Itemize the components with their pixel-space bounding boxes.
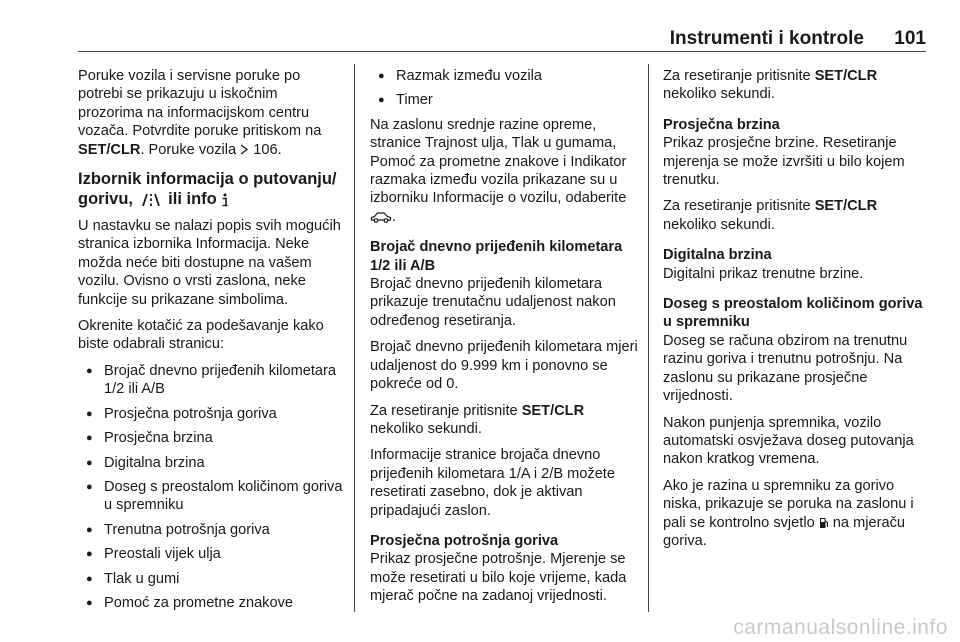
- list-intro-paragraph: U nastavku se nalazi popis svih mogućih stranica izbornika Informacija. Neke možda neće biti dostupne na vašem vozilu. Ovisno o vrsti zaslona, neke funkcije su prikazane simbolima.: [78, 218, 341, 308]
- heading-line-2: gorivu,: [78, 190, 138, 209]
- reset-paragraph: [663, 197, 931, 234]
- reset-paragraph: [370, 402, 638, 439]
- reset-paragraph: [663, 67, 931, 104]
- page-list-continued: [370, 67, 638, 110]
- list-item: ● Tlak u gumi: [78, 570, 344, 588]
- info-icon: [221, 193, 229, 207]
- page-header: [78, 28, 926, 50]
- trip-road-icon: [138, 193, 164, 207]
- reset-text-2: nekoliko sekundi.: [370, 420, 482, 437]
- low-fuel-paragraph: [663, 477, 931, 551]
- section-heading: [78, 169, 344, 209]
- avg-consumption-heading: Prosječna potrošnja goriva: [370, 532, 559, 549]
- intro-text-2: . Poruke vozila: [140, 141, 241, 158]
- fuel-pump-icon: [819, 517, 829, 529]
- refuel-paragraph: Nakon punjenja spremnika, vozilo automatski osvježava doseg putovanja nakon kratkog vremena.: [663, 414, 914, 468]
- set-clr-label: SET/CLR: [78, 141, 141, 158]
- digital-speed-paragraph: Digitalni prikaz trenutne brzine.: [663, 265, 864, 282]
- vehicle-info-paragraph: Na zaslonu srednje razine opreme, stranice Trajnost ulja, Tlak u gumama, Pomoć za prometne znakove i Indikator razmaka između vozila prikazane su u izborniku Informacije o vozilu, odaberite .: [370, 116, 627, 225]
- instruction-paragraph: Okrenite kotačić za podešavanje kako biste odabrali stranicu:: [78, 318, 324, 353]
- reset-text: Za resetiranje pritisnite: [370, 402, 522, 419]
- heading-line-1: Izbornik informacija o putovanju/: [78, 170, 337, 189]
- set-clr-label: SET/CLR: [814, 68, 878, 84]
- page-reference[interactable]: 106.: [253, 141, 282, 158]
- list-item: ● Razmak između vozila: [370, 67, 638, 85]
- heading-line-3: ili info: [163, 190, 222, 209]
- list-item: ● Preostali vijek ulja: [78, 545, 344, 563]
- page-list: [78, 362, 344, 612]
- header-title: Instrumenti i kontrole: [669, 28, 864, 49]
- set-clr-label: SET/CLR: [814, 198, 878, 215]
- trip-odometer-paragraph: Brojač dnevno prijeđenih kilometara prikazuje trenutačnu udaljenost nakon određenog resetiranja.: [370, 276, 616, 329]
- intro-paragraph: [78, 67, 344, 159]
- page-number: 101: [894, 28, 926, 49]
- low-fuel-text: Ako je razina u spremniku za gorivo niska, prikazuje se poruka na zaslonu i pali se kontrolno svjetlo: [663, 477, 914, 531]
- set-clr-label: SET/CLR: [521, 402, 585, 419]
- column-2: [370, 67, 638, 614]
- reference-arrow-icon: [240, 144, 249, 155]
- reset-text: Za resetiranje pritisnite: [663, 68, 815, 84]
- list-item: ● Timer: [370, 91, 638, 109]
- digital-speed-heading: Digitalna brzina: [663, 247, 772, 264]
- list-item: ● Trenutna potrošnja goriva: [78, 521, 344, 539]
- car-icon: [370, 211, 392, 223]
- trip-range-paragraph: Brojač dnevno prijeđenih kilometara mjeri udaljenost do 9.999 km i ponovno se pokreće od 0.: [370, 339, 638, 393]
- trip-odometer-heading: Brojač dnevno prijeđenih kilometara 1/2 ili A/B: [370, 239, 623, 274]
- reset-text-2: nekoliko sekundi.: [663, 216, 775, 233]
- trip-reset-paragraph: Informacije stranice brojača dnevno prijeđenih kilometara 1/A i 2/B možete resetirati zasebno, dok je aktivan pripadajući zaslon.: [370, 447, 615, 519]
- range-heading: Doseg s preostalom količinom goriva u spremniku: [663, 296, 923, 331]
- avg-speed-paragraph: Prikaz prosječne brzine. Resetiranje mjerenja se može izvršiti u bilo kojem trenutku.: [663, 135, 905, 189]
- reset-text-2: nekoliko sekundi.: [663, 86, 775, 103]
- vehicle-info-text: Na zaslonu srednje razine opreme, stranice Trajnost ulja, Tlak u gumama, Pomoć za prometne znakove i Indikator razmaka između vozila prikazane su u izborniku Informacije o vozilu, odaberite: [370, 116, 627, 207]
- list-item: ● Doseg s preostalom količinom goriva u spremniku: [78, 478, 344, 515]
- avg-consumption-paragraph: Prikaz prosječne potrošnje. Mjerenje se može resetirati u bilo koje vrijeme, kada mjerač počne na zadanoj vrijednosti.: [370, 551, 627, 605]
- watermark: carmanualsonline.info: [733, 616, 948, 639]
- column-3: [663, 67, 931, 558]
- list-item: ● Digitalna brzina: [78, 454, 344, 472]
- range-paragraph: Doseg se računa obzirom na trenutnu razinu goriva i trenutnu potrošnju. Na zaslonu su prikazane prosječne vrijednosti.: [663, 332, 908, 405]
- column-divider-1: [354, 64, 355, 612]
- list-item: ● Pomoć za prometne znakove: [78, 594, 344, 612]
- reset-text: Za resetiranje pritisnite: [663, 198, 815, 215]
- avg-speed-heading: Prosječna brzina: [663, 116, 780, 133]
- low-fuel-text-2: na mjeraču goriva.: [663, 514, 905, 549]
- list-item: ● Prosječna brzina: [78, 429, 344, 447]
- column-divider-2: [648, 64, 649, 612]
- header-rule: [78, 51, 926, 52]
- intro-text: Poruke vozila i servisne poruke po potrebi se prikazuju u iskočnim prozorima na informacijskom centru vozača. Potvrdite poruke pritiskom na: [78, 68, 322, 140]
- list-item: ● Brojač dnevno prijeđenih kilometara 1/2 ili A/B: [78, 362, 344, 399]
- column-1: [78, 67, 344, 618]
- list-item: ● Prosječna potrošnja goriva: [78, 405, 344, 423]
